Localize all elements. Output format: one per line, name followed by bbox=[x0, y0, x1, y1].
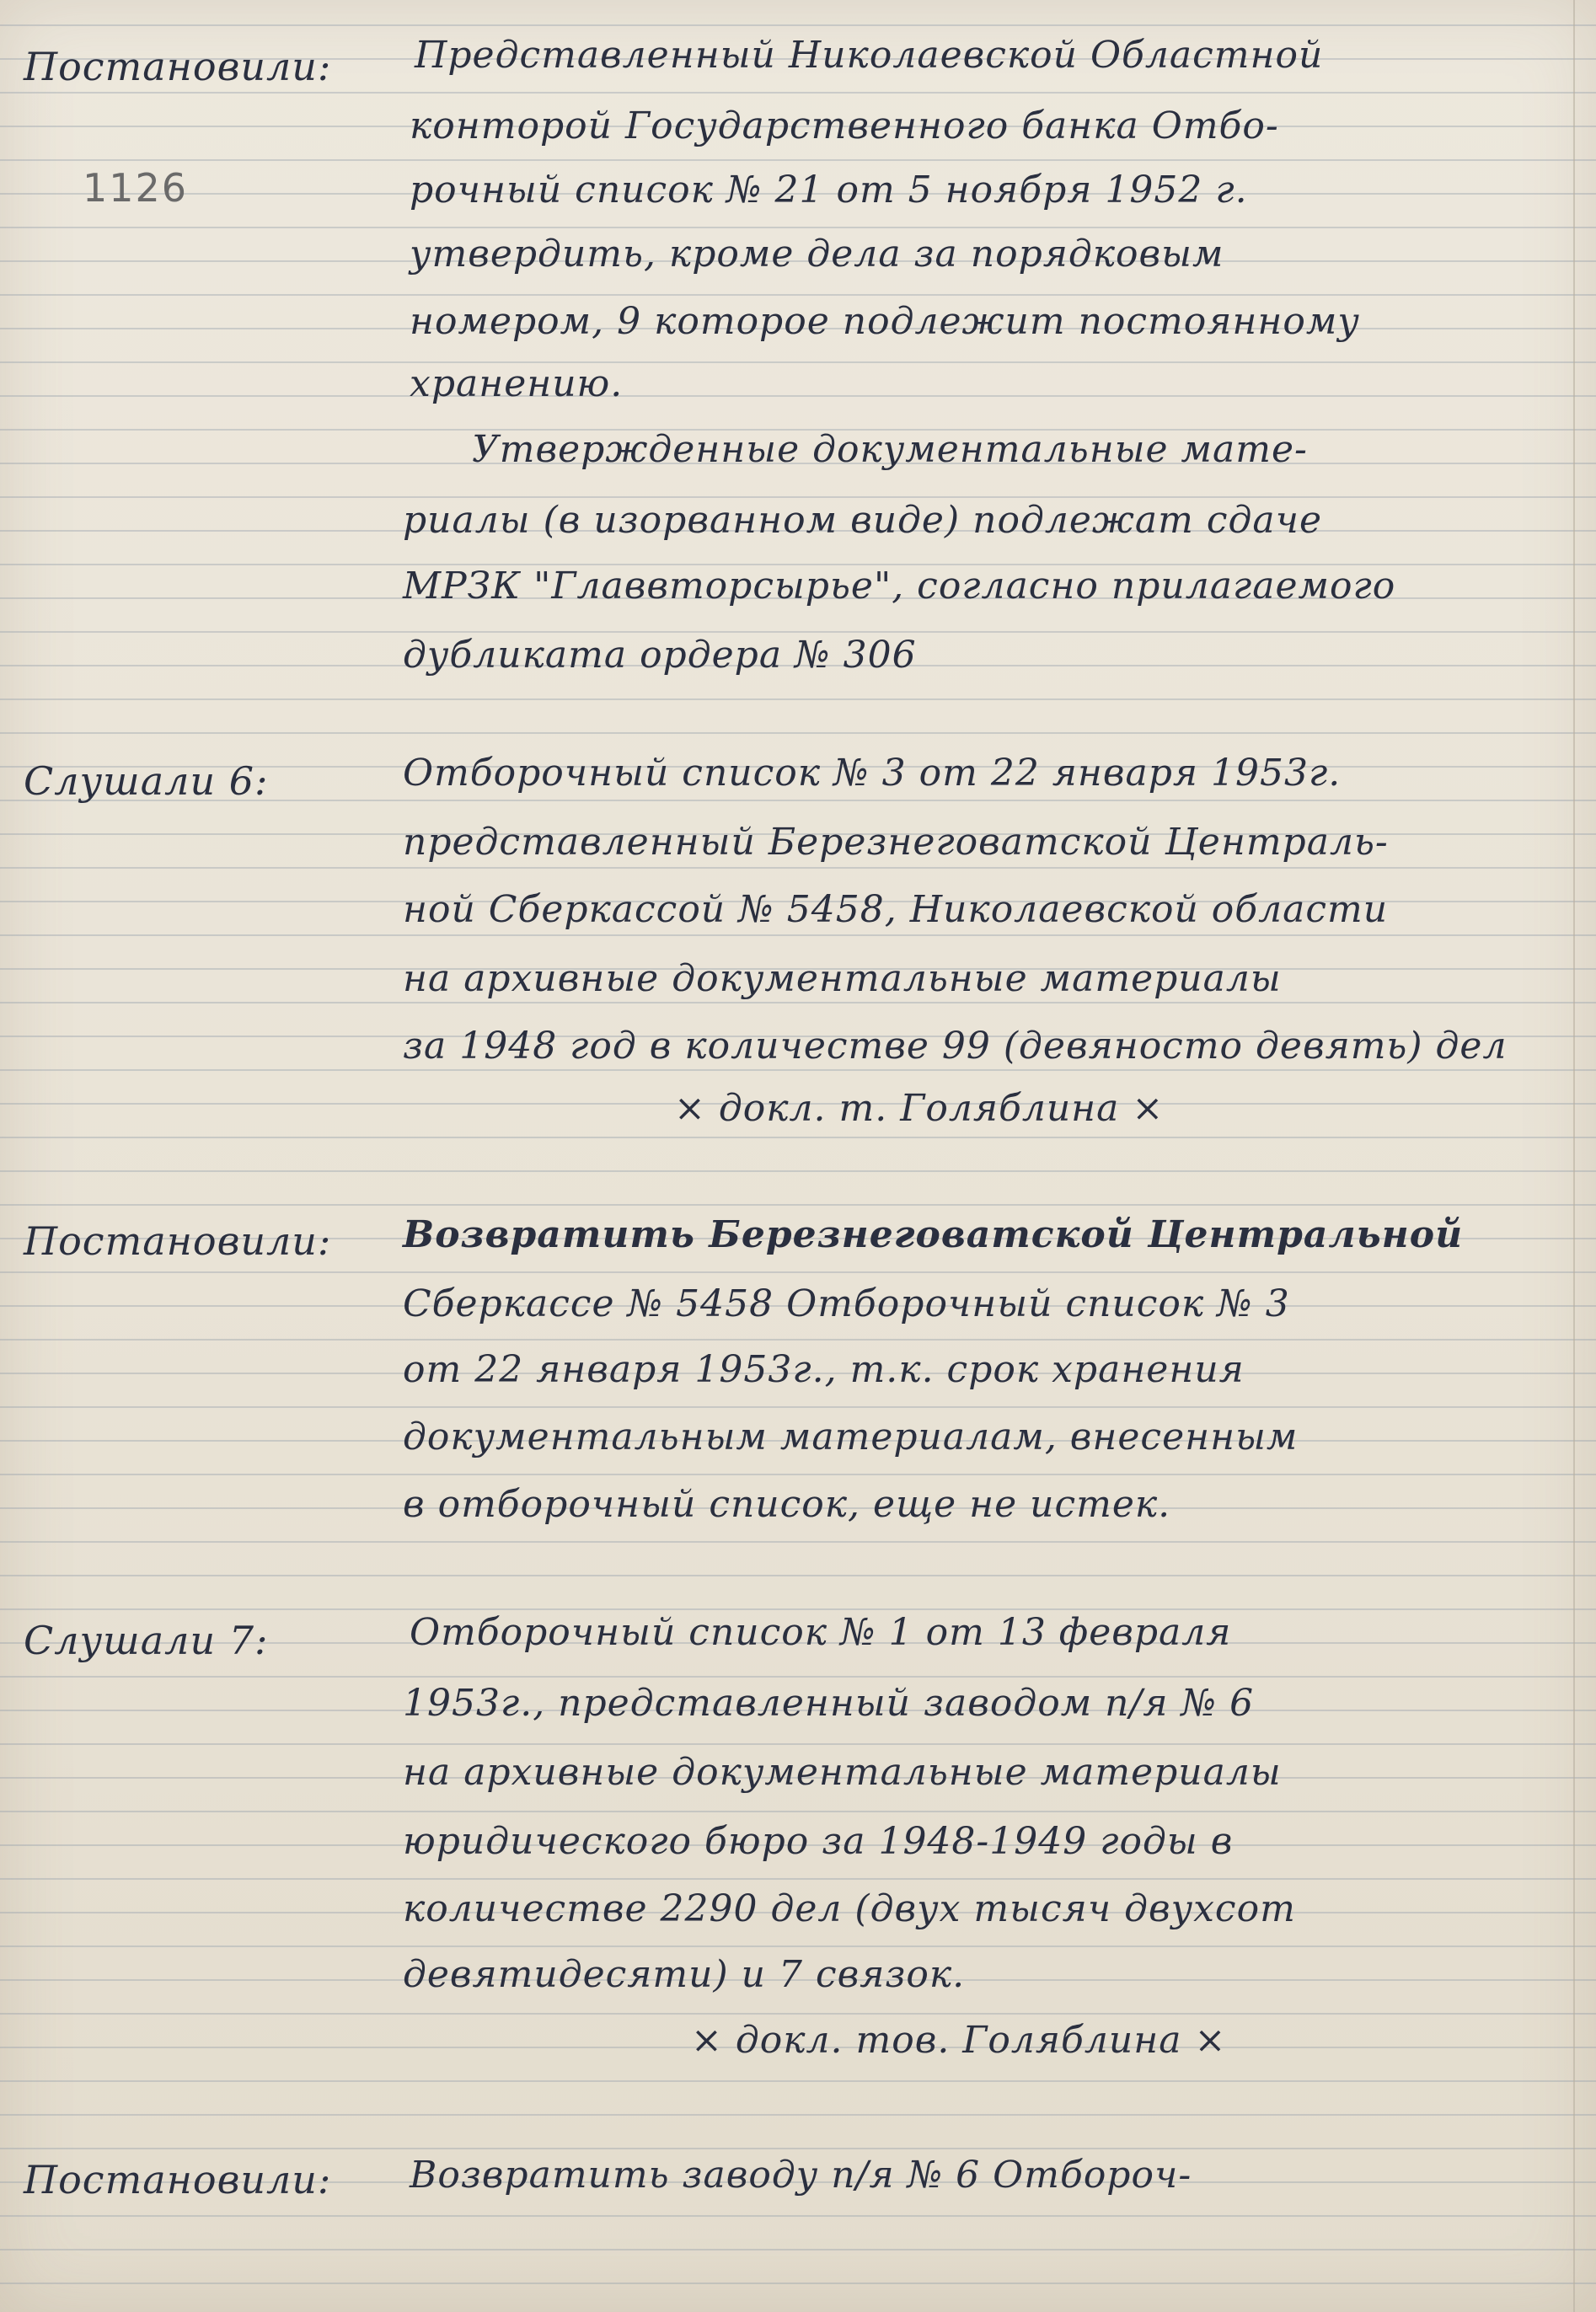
block-1-line: дубликата ордера № 306 bbox=[403, 634, 917, 677]
block-4-line: девятидесяти) и 7 связок. bbox=[403, 1953, 966, 1996]
block-3-line: от 22 января 1953г., т.к. срок хранения bbox=[403, 1348, 1245, 1391]
block-2-line: на архивные документальные материалы bbox=[403, 957, 1282, 1000]
block-label-heard-7: Слушали 7: bbox=[24, 1618, 269, 1663]
block-4-line: юридического бюро за 1948-1949 годы в bbox=[403, 1820, 1234, 1863]
block-3-line: Сберкассе № 5458 Отборочный список № 3 bbox=[403, 1282, 1290, 1325]
block-2-line: за 1948 год в количестве 99 (девяносто девять) дел bbox=[403, 1025, 1508, 1068]
block-3-line: Возвратить Березнеговатской Центральной bbox=[403, 1213, 1464, 1256]
block-1-line: Утвержденные документальные мате- bbox=[472, 428, 1308, 471]
block-label-resolved-1: Постановили: bbox=[24, 44, 332, 89]
block-1-line: утвердить, кроме дела за порядковым bbox=[410, 233, 1224, 276]
block-2-line: представленный Березнеговатской Централь- bbox=[403, 821, 1389, 864]
block-2-report-note: × докл. т. Голяблина × bbox=[674, 1087, 1165, 1130]
block-4-line: Отборочный список № 1 от 13 февраля bbox=[410, 1611, 1232, 1654]
block-4-line: количестве 2290 дел (двух тысяч двухсот bbox=[403, 1887, 1296, 1930]
block-1-line: конторой Государственного банка Отбо- bbox=[410, 104, 1279, 147]
margin-note: 1126 bbox=[83, 165, 189, 211]
block-4-line: 1953г., представленный заводом п/я № 6 bbox=[403, 1682, 1255, 1725]
block-1-line: МРЗК "Главвторсырье", согласно прилагаемого bbox=[403, 565, 1396, 607]
block-1-line: хранению. bbox=[410, 362, 624, 405]
block-4-line: на архивные документальные материалы bbox=[403, 1751, 1282, 1794]
block-3-line: в отборочный список, еще не истек. bbox=[403, 1483, 1171, 1526]
block-label-heard-6: Слушали 6: bbox=[24, 758, 269, 804]
block-label-resolved-3: Постановили: bbox=[24, 2157, 332, 2202]
block-5-line: Возвратить заводу п/я № 6 Отбороч- bbox=[410, 2154, 1192, 2197]
block-1-line: риалы (в изорванном виде) подлежат сдаче bbox=[403, 499, 1323, 542]
block-1-line: рочный список № 21 от 5 ноября 1952 г. bbox=[410, 169, 1248, 211]
block-label-resolved-2: Постановили: bbox=[24, 1218, 332, 1264]
block-2-line: Отборочный список № 3 от 22 января 1953г. bbox=[403, 752, 1342, 795]
block-4-report-note: × докл. тов. Голяблина × bbox=[691, 2019, 1227, 2062]
block-2-line: ной Сберкассой № 5458, Николаевской области bbox=[403, 888, 1389, 931]
block-1-line: Представленный Николаевской Областной bbox=[415, 34, 1324, 77]
block-1-line: номером, 9 которое подлежит постоянному bbox=[410, 300, 1360, 343]
block-3-line: документальным материалам, внесенным bbox=[403, 1416, 1299, 1458]
